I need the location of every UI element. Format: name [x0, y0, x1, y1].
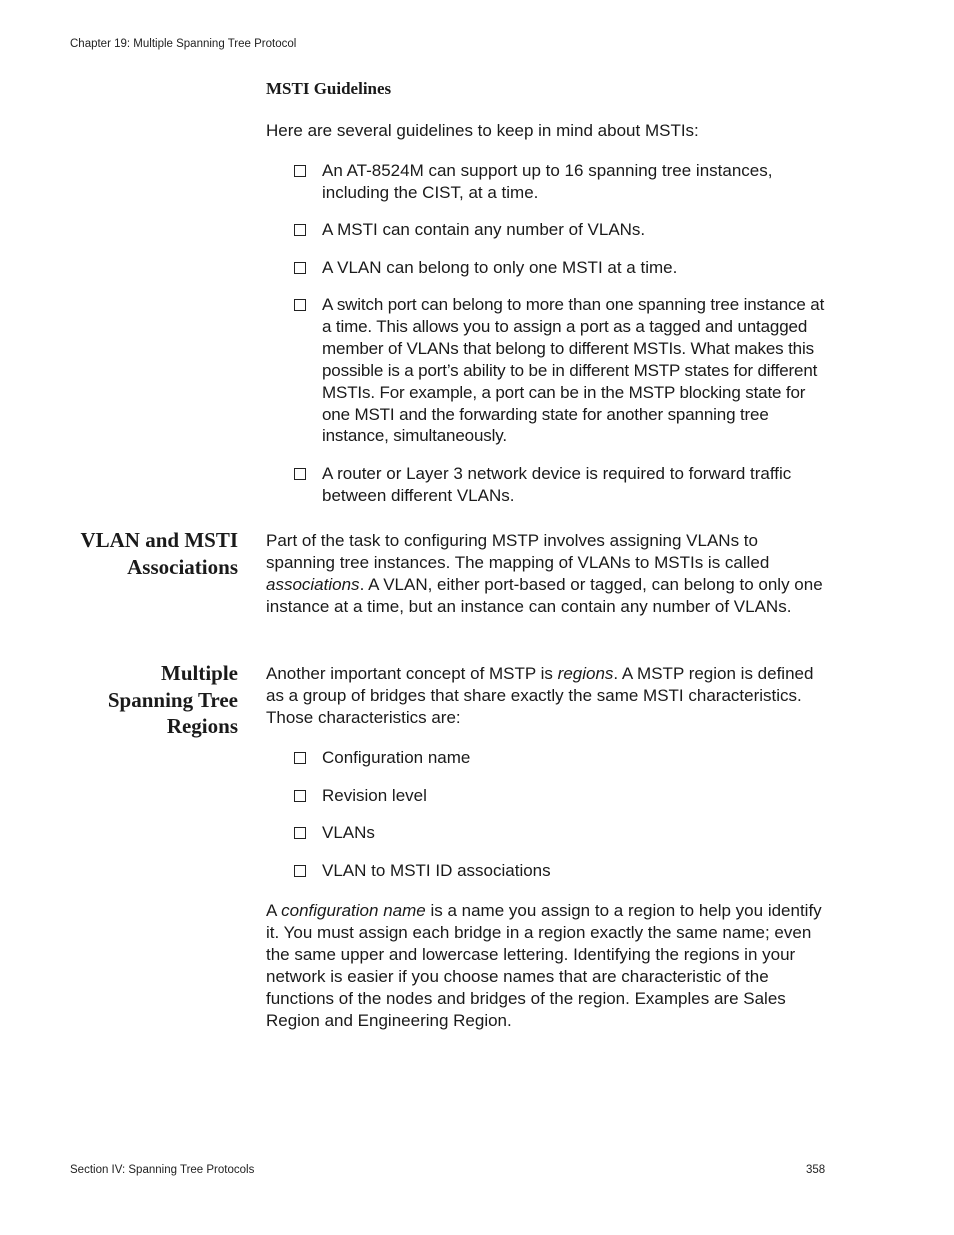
regions-paragraph: Another important concept of MSTP is regions. A MSTP region is defined as a group of bridges that share exactly the same MSTI characteristics. Those characteristics are: — [266, 664, 814, 727]
list-item: VLANs — [294, 822, 834, 844]
list-item: Configuration name — [294, 747, 834, 769]
checkbox-bullet-icon — [294, 790, 306, 802]
checkbox-bullet-icon — [294, 165, 306, 177]
list-item: A router or Layer 3 network device is required to forward traffic between different VLANs. — [294, 463, 834, 507]
msti-guidelines-heading: MSTI Guidelines — [266, 79, 392, 98]
list-item: An AT-8524M can support up to 16 spanning tree instances, including the CIST, at a time. — [294, 160, 834, 204]
checkbox-bullet-icon — [294, 752, 306, 764]
checkbox-bullet-icon — [294, 224, 306, 236]
list-item: A VLAN can belong to only one MSTI at a time. — [294, 257, 834, 279]
msti-guidelines-intro: Here are several guidelines to keep in mind about MSTIs: — [266, 121, 699, 140]
checkbox-bullet-icon — [294, 299, 306, 311]
list-item: Revision level — [294, 785, 834, 807]
vlan-msti-associations-heading: VLAN and MSTI Associations — [80, 528, 238, 579]
list-item: A MSTI can contain any number of VLANs. — [294, 219, 834, 241]
list-item: A switch port can belong to more than one spanning tree instance at a time. This allows you to assign a port as a tagged and untagged member of VLANs that belong to different MSTIs. What makes this possible is a port’s ability to be in different MSTP states for different MSTIs. For example, a port can be in the MSTP blocking state for one MSTI and the forwarding state for another spanning tree instance, simultaneously. — [294, 294, 834, 447]
running-footer: Section IV: Spanning Tree Protocols — [70, 1164, 255, 1176]
vlan-msti-paragraph: Part of the task to configuring MSTP involves assigning VLANs to spanning tree instances. The mapping of VLANs to MSTIs is called associations. A VLAN, either port-based or tagged, can belong to only one instance at a time, but an instance can contain any number of VLANs. — [266, 531, 823, 616]
running-header: Chapter 19: Multiple Spanning Tree Protocol — [70, 38, 297, 50]
checkbox-bullet-icon — [294, 468, 306, 480]
page-number: 358 — [806, 1164, 826, 1176]
mst-regions-heading: Multiple Spanning Tree Regions — [107, 661, 238, 738]
checkbox-bullet-icon — [294, 827, 306, 839]
checkbox-bullet-icon — [294, 262, 306, 274]
list-item: VLAN to MSTI ID associations — [294, 860, 834, 882]
configuration-name-paragraph: A configuration name is a name you assign to a region to help you identify it. You must assign each bridge in a region exactly the same name; even the same upper and lowercase lettering. Identifying the regions in your network is easier if you choose names that are characteristic of the functions of the nodes and bridges of the region. Examples are Sales Region and Engineering Region. — [266, 901, 822, 1030]
checkbox-bullet-icon — [294, 865, 306, 877]
